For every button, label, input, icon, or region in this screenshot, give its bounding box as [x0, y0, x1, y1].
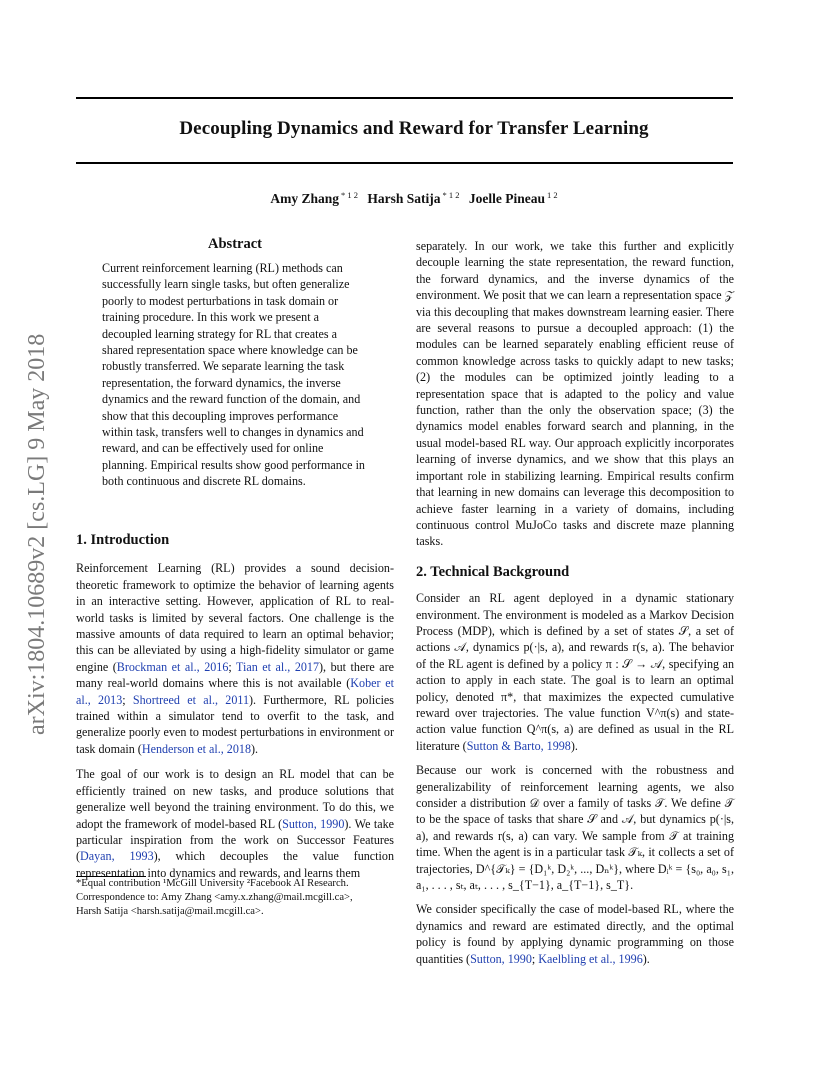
section-heading-introduction: 1. Introduction — [76, 532, 170, 548]
author-list — [0, 190, 828, 207]
author-affiliation-marks: 1 2 — [547, 190, 558, 200]
right-column — [416, 238, 734, 967]
text-run: The goal of our work is to design an RL model that can be efficiently trained on new tasks, and produce solutions that generalize well beyond the training environment. To do this, we adopt the framework of model-based RL ( — [76, 767, 394, 831]
citation-link[interactable]: Kober et al., 2013 — [76, 676, 394, 707]
author-affiliation-marks: * 1 2 — [442, 190, 460, 200]
citation-link[interactable]: Sutton & Barto, 1998 — [466, 738, 571, 753]
citation-link[interactable]: Kaelbling et al., 1996 — [538, 951, 643, 966]
background-paragraph-1 — [416, 590, 734, 754]
citation-link[interactable]: Shortreed et al., 2011 — [132, 692, 250, 707]
citation-link[interactable]: Dayan, 1993 — [80, 849, 154, 864]
footnote-line: Correspondence to: Amy Zhang <amy.x.zhang@mail.mcgill.ca>, — [76, 892, 353, 903]
citation-link[interactable]: Sutton, 1990 — [282, 816, 345, 831]
author-3 — [469, 191, 558, 206]
abstract-section — [102, 236, 368, 490]
background-paragraph-3 — [416, 901, 734, 967]
citation-link[interactable]: Brockman et al., 2016 — [116, 659, 229, 674]
text-run: ). Furthermore, RL policies trained within a simulator tend to overfit to the task, and generalize poorly even to modest perturbations in environment or task domain ( — [76, 692, 395, 756]
text-run: We consider specifically the case of model-based RL, where the dynamics and reward are estimated directly, and the optimal policy is found by applying dynamic programming on those quantities ( — [416, 902, 734, 966]
text-run: Consider an RL agent deployed in a dynamic stationary environment. The environment is modeled as a Markov Decision Process (MDP), which is defined by a set of states 𝒮, a set of actions 𝒜, dynamics p(·|s, a), and rewards r(s, a). The behavior of the RL agent is defined by a policy π : 𝒮 → 𝒜, specifying an action to apply in each state. The goal is to learn an optimal policy, denoted π*, that maximizes the expected cumulative reward over trajectories. The value function V^π(s) and state-action value function Q^π(s, a) are defined as usual in the RL literature ( — [416, 591, 734, 753]
author-name: Amy Zhang — [270, 191, 339, 206]
text-run: ), but there are many real-world domains where this is not available ( — [76, 659, 394, 691]
abstract-text: Current reinforcement learning (RL) methods can successfully learn single tasks, but often generalize poorly to modest perturbations in task domain or training procedure. In this work we present a decoupled learning strategy for RL that creates a shared representation space where knowledge can be robustly transferred. We separate learning the task representation, the forward dynamics, the inverse dynamics and the reward function of the domain, and show that this decoupling improves performance within task, transfers well to changes in dynamics and reward, and can be effectively used for online planning. Empirical results show good performance in both continuous and discrete RL domains. — [102, 261, 365, 489]
text-run: ; — [531, 951, 539, 966]
background-paragraph-2: Because our work is concerned with the robustness and generalizability of reinforcement learning agents, we also consider a distribution 𝒟 over a family of tasks 𝒯. We define 𝒯 to be the space of tasks that share 𝒮 and 𝒜, but dynamics p(·|s, a), and rewards r(s, a) can vary. We sample from 𝒯 at training time. When the agent is in a particular task 𝒯ₖ, it collects a set of trajectories, D^{𝒯ₖ} = {D₁ᵏ, D₂ᵏ, ..., Dₙᵏ}, where Dᵢᵏ = {s₀, a₀, s₁, a₁, . . . , sₜ, aₜ, . . . , s_{T−1}, a_{T−1}, s_T}. — [416, 763, 734, 893]
intro-paragraph-1 — [76, 560, 394, 757]
arxiv-stamp: arXiv:1804.10689v2 [cs.LG] 9 May 2018 — [24, 333, 50, 735]
footnote-line: Harsh Satija <harsh.satija@mail.mcgill.ca>. — [76, 906, 264, 917]
text-run: ). — [642, 951, 650, 966]
text-run: ). — [251, 741, 259, 756]
footnote — [76, 877, 396, 919]
citation-link[interactable]: Henderson et al., 2018 — [141, 741, 251, 756]
intro-paragraph-3: separately. In our work, we take this further and explicitly decouple learning the state representation, the reward function, the forward dynamics, and the inverse dynamics of the environment. We posit that we can learn a representation space 𝒵 via this decoupling that makes downstream learning easier. There are several reasons to pursue a decoupled approach: (1) the modules can be learned separately enabling efficient reuse of common knowledge across tasks to quickly adapt to new tasks; (2) the modules can be optimized jointly leading to a representation space that is adapted to the policy and value function, rather than the only the observation space; (3) the dynamics model enables forward search and planning, in the usual model-based RL way. Our approach explicitly incorporates learning of inverse dynamics, and we show that this plays an important role in stabilizing learning. Empirical results confirm that learning in new domains can leverage this decomposition to achieve faster learning in a variety of domains, including continuous control MuJoCo tasks and discrete maze planning tasks. — [416, 239, 734, 549]
citation-link[interactable]: Tian et al., 2017 — [236, 659, 320, 674]
section-heading-technical-background: 2. Technical Background — [416, 563, 570, 580]
citation-link[interactable]: Sutton, 1990 — [470, 951, 532, 966]
text-run: ), which decouples the value function representation into dynamics and rewards, and learns them — [76, 849, 394, 880]
author-2 — [367, 191, 459, 206]
text-run: Reinforcement Learning (RL) provides a sound decision-theoretic framework to optimize the behavior of learning agents in an interactive setting. However, application of RL to real-world tasks is limited by several factors. One challenge is the massive amounts of data required to learn an optimal behavior; this can be alleviated by using a high-fidelity simulator or game engine ( — [76, 561, 394, 674]
author-1 — [270, 191, 358, 206]
paper-title: Decoupling Dynamics and Reward for Transfer Learning — [179, 118, 649, 139]
text-run: ). We take particular inspiration from the work on Successor Features ( — [76, 816, 395, 864]
text-run: ; — [228, 659, 237, 674]
title-bottom-rule — [76, 162, 733, 164]
intro-paragraph-2 — [76, 766, 394, 881]
left-column — [76, 532, 394, 881]
author-name: Harsh Satija — [367, 191, 441, 206]
author-affiliation-marks: * 1 2 — [341, 190, 358, 200]
abstract-heading: Abstract — [208, 236, 262, 252]
author-name: Joelle Pineau — [468, 191, 546, 206]
title-top-rule — [76, 97, 733, 99]
text-run: ; — [122, 692, 133, 707]
footnote-line: *Equal contribution ¹McGill University ²Facebook AI Research. — [76, 878, 349, 889]
text-run: ). — [570, 738, 578, 753]
